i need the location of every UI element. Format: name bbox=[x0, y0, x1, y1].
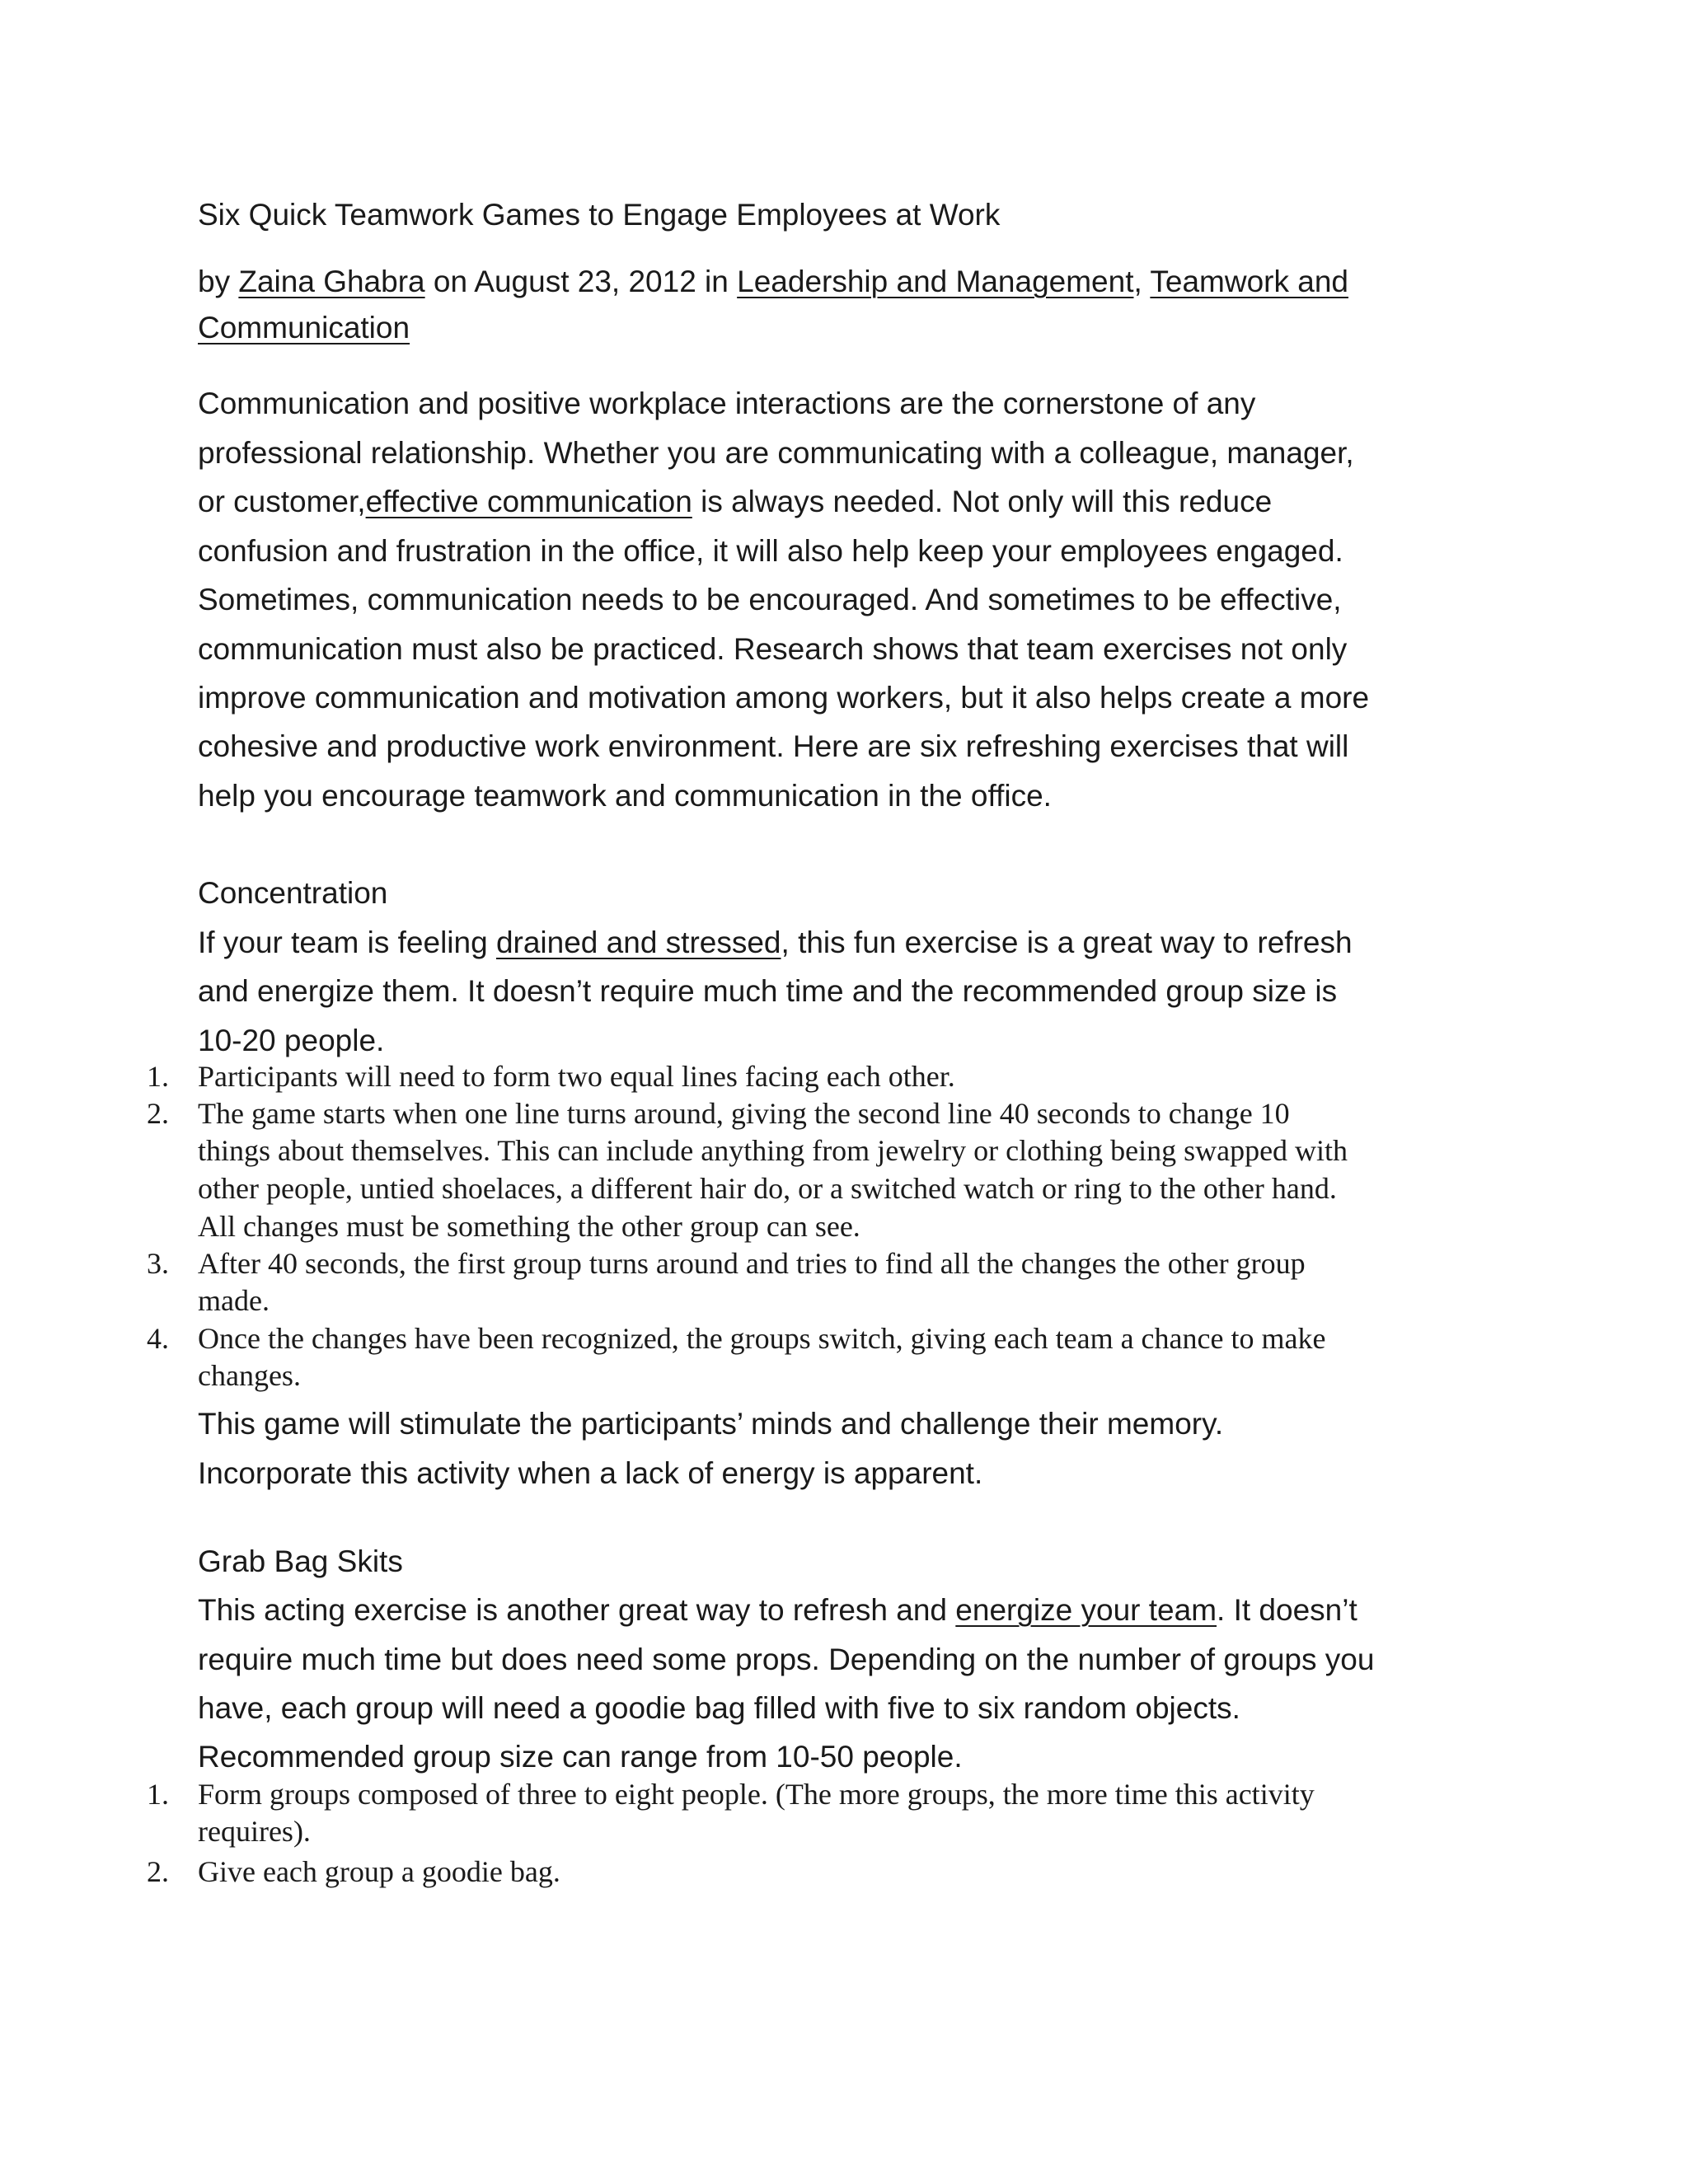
byline-by: by bbox=[198, 265, 239, 298]
list-item: After 40 seconds, the first group turns around and tries to find all the changes the other group bbox=[198, 1247, 1306, 1280]
list-item: Give each group a goodie bag. bbox=[198, 1855, 560, 1888]
intro-line: professional relationship. Whether you are communicating with a colleague, manager, bbox=[198, 436, 1354, 470]
category-link-leadership[interactable]: Leadership and Management bbox=[737, 265, 1134, 298]
grab-bag-paragraph-line: Recommended group size can range from 10-50 people. bbox=[198, 1740, 963, 1774]
concentration-closing-line: This game will stimulate the participants’ minds and challenge their memory. bbox=[198, 1407, 1224, 1441]
page-title: Six Quick Teamwork Games to Engage Employees at Work bbox=[198, 198, 1001, 232]
intro-line: help you encourage teamwork and communication in the office. bbox=[198, 779, 1052, 813]
list-item-continued: other people, untied shoelaces, a different hair do, or a switched watch or ring to the other hand. bbox=[198, 1172, 1337, 1205]
list-item-continued: made. bbox=[198, 1284, 270, 1317]
energize-your-team-link[interactable]: energize your team bbox=[955, 1593, 1217, 1627]
intro-text: is always needed. Not only will this reduce bbox=[692, 485, 1273, 518]
list-number: 2. bbox=[147, 1855, 169, 1888]
concentration-paragraph-line: and energize them. It doesn’t require much time and the recommended group size is bbox=[198, 974, 1338, 1008]
intro-line: communication must also be practiced. Research shows that team exercises not only bbox=[198, 632, 1348, 666]
intro-line: confusion and frustration in the office, it will also help keep your employees engaged. bbox=[198, 534, 1343, 568]
intro-line: improve communication and motivation among workers, but it also helps create a more bbox=[198, 681, 1370, 715]
concentration-paragraph-line: 10-20 people. bbox=[198, 1024, 385, 1057]
paragraph-text: If your team is feeling bbox=[198, 926, 496, 959]
intro-line: Sometimes, communication needs to be encouraged. And sometimes to be effective, bbox=[198, 583, 1342, 616]
list-item: Once the changes have been recognized, the groups switch, giving each team a chance to make bbox=[198, 1322, 1326, 1355]
list-number: 1. bbox=[147, 1778, 169, 1811]
intro-text: or customer, bbox=[198, 485, 366, 518]
list-item-continued: All changes must be something the other group can see. bbox=[198, 1210, 860, 1243]
category-link-teamwork[interactable]: Teamwork and bbox=[1150, 265, 1348, 298]
concentration-paragraph-line bbox=[198, 926, 1353, 960]
section-heading-grab-bag-skits: Grab Bag Skits bbox=[198, 1544, 403, 1578]
list-number: 1. bbox=[147, 1060, 169, 1093]
byline-continued bbox=[198, 311, 410, 345]
grab-bag-paragraph-line: require much time but does need some props. Depending on the number of groups you bbox=[198, 1643, 1375, 1676]
list-number: 2. bbox=[147, 1097, 169, 1130]
byline-date: on August 23, 2012 in bbox=[424, 265, 738, 298]
byline bbox=[198, 265, 1348, 299]
list-item: Participants will need to form two equal lines facing each other. bbox=[198, 1060, 955, 1093]
grab-bag-paragraph-line: have, each group will need a goodie bag filled with five to six random objects. bbox=[198, 1691, 1240, 1725]
paragraph-text: , this fun exercise is a great way to refresh bbox=[781, 926, 1353, 959]
list-item-continued: things about themselves. This can include anything from jewelry or clothing being swapped with bbox=[198, 1134, 1348, 1167]
list-number: 4. bbox=[147, 1322, 169, 1355]
list-item: The game starts when one line turns around, giving the second line 40 seconds to change 10 bbox=[198, 1097, 1290, 1130]
list-item: Form groups composed of three to eight people. (The more groups, the more time this activity bbox=[198, 1778, 1315, 1811]
byline-comma: , bbox=[1133, 265, 1142, 298]
section-heading-concentration: Concentration bbox=[198, 876, 388, 910]
intro-line bbox=[198, 485, 1272, 519]
effective-communication-link[interactable]: effective communication bbox=[365, 485, 692, 518]
author-link[interactable]: Zaina Ghabra bbox=[238, 265, 425, 298]
intro-line: cohesive and productive work environment. Here are six refreshing exercises that will bbox=[198, 729, 1349, 763]
list-number: 3. bbox=[147, 1247, 169, 1280]
concentration-closing-line: Incorporate this activity when a lack of energy is apparent. bbox=[198, 1456, 983, 1490]
category-link-teamwork-continued[interactable]: Communication bbox=[198, 311, 410, 344]
paragraph-text: This acting exercise is another great way to refresh and bbox=[198, 1593, 956, 1627]
grab-bag-paragraph-line bbox=[198, 1593, 1357, 1628]
list-item-continued: changes. bbox=[198, 1359, 301, 1392]
list-item-continued: requires). bbox=[198, 1815, 311, 1848]
drained-and-stressed-link[interactable]: drained and stressed bbox=[495, 926, 781, 959]
paragraph-text: . It doesn’t bbox=[1217, 1593, 1357, 1627]
intro-line: Communication and positive workplace interactions are the cornerstone of any bbox=[198, 387, 1256, 420]
